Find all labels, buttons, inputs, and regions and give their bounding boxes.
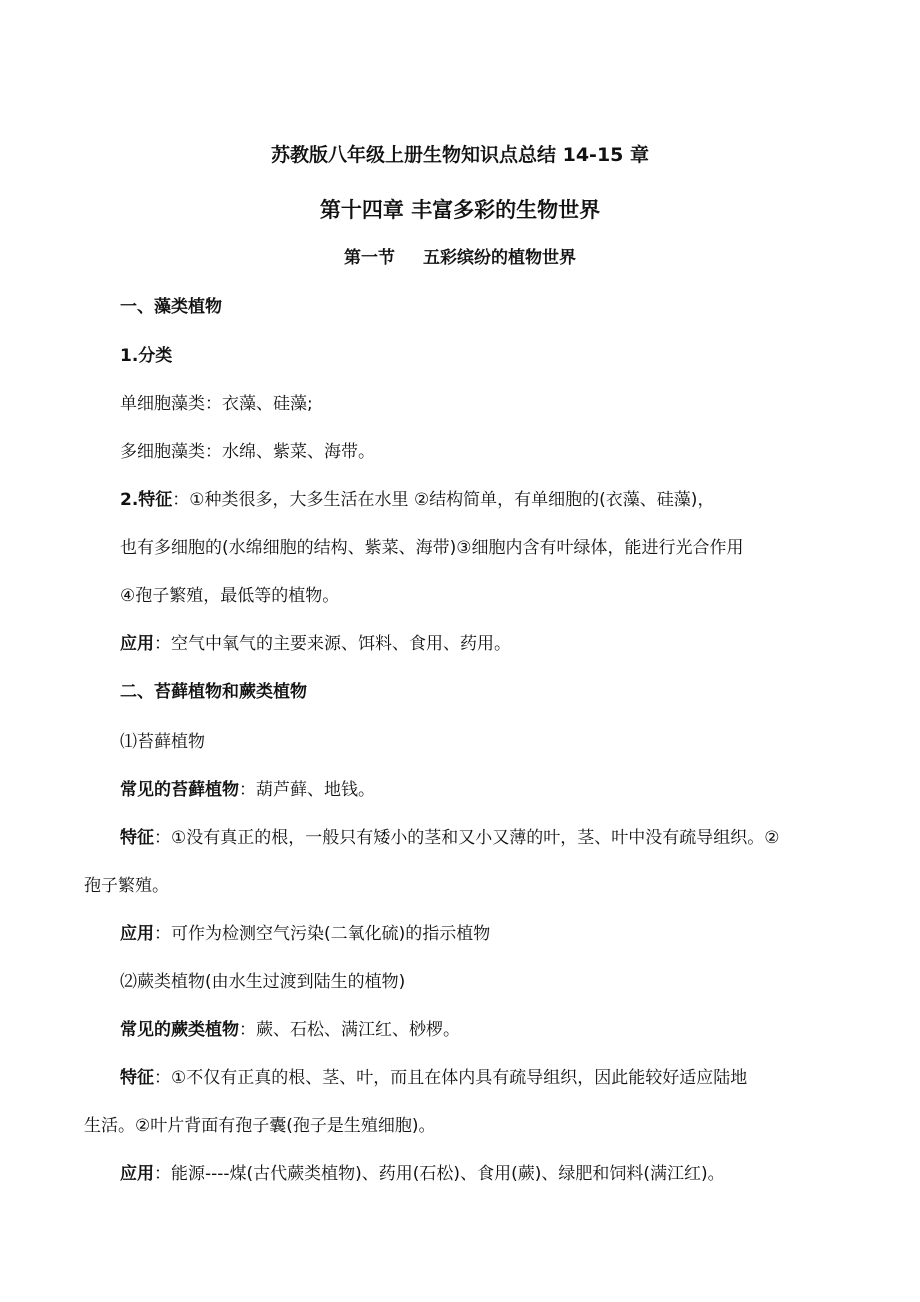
algae-use-label: 应用 <box>120 634 154 654</box>
fern-features-text-1: ：①不仅有正真的根、茎、叶，而且在体内具有疏导组织，因此能较好适应陆地 <box>154 1068 748 1088</box>
moss-features-text-1: ：①没有真正的根，一般只有矮小的茎和又小又薄的叶，茎、叶中没有疏导组织。② <box>154 828 780 848</box>
fern-subheading: ⑵蕨类植物(由水生过渡到陆生的植物) <box>120 972 406 992</box>
multicellular-algae-line: 多细胞藻类：水绵、紫菜、海带。 <box>120 442 375 462</box>
fern-features-line-1 <box>120 1067 747 1089</box>
moss-common-line <box>120 779 375 801</box>
section-label: 第一节 <box>344 248 395 268</box>
chapter-title: 第十四章 丰富多彩的生物世界 <box>319 198 601 222</box>
fern-use-label: 应用 <box>120 1164 154 1184</box>
moss-features-line-2: 孢子繁殖。 <box>84 876 169 896</box>
algae-features-label: 2.特征 <box>120 490 173 510</box>
algae-features-line-2: 也有多细胞的(水绵细胞的结构、紫菜、海带)③细胞内含有叶绿体，能进行光合作用 <box>120 538 744 558</box>
moss-common-label: 常见的苔藓植物 <box>120 780 239 800</box>
moss-features-line-1 <box>120 827 779 849</box>
document-title: 苏教版八年级上册生物知识点总结 14-15 章 <box>271 144 649 166</box>
moss-use-line <box>120 923 490 945</box>
section-title <box>0 247 920 269</box>
moss-common-text: ：葫芦藓、地钱。 <box>239 780 375 800</box>
moss-fern-heading: 二、苔藓植物和蕨类植物 <box>120 682 307 702</box>
algae-features-line-3: ④孢子繁殖，最低等的植物。 <box>120 586 340 606</box>
algae-heading: 一、藻类植物 <box>120 297 222 317</box>
fern-common-line <box>120 1019 460 1041</box>
moss-use-label: 应用 <box>120 924 154 944</box>
fern-use-text: ：能源----煤(古代蕨类植物)、药用(石松)、食用(蕨)、绿肥和饲料(满江红)。 <box>154 1164 725 1184</box>
fern-features-label: 特征 <box>120 1068 154 1088</box>
section-name: 五彩缤纷的植物世界 <box>423 248 576 268</box>
moss-subheading: ⑴苔藓植物 <box>120 732 205 752</box>
unicellular-algae-line: 单细胞藻类：衣藻、硅藻; <box>120 394 313 414</box>
classification-heading: 1.分类 <box>120 346 173 366</box>
fern-features-line-2: 生活。②叶片背面有孢子囊(孢子是生殖细胞)。 <box>84 1116 436 1136</box>
algae-features-text-1: ：①种类很多，大多生活在水里 ②结构简单，有单细胞的(衣藻、硅藻)， <box>172 490 715 510</box>
algae-use-text: ：空气中氧气的主要来源、饵料、食用、药用。 <box>154 634 511 654</box>
algae-use-line <box>120 633 511 655</box>
algae-features-line-1 <box>120 489 714 511</box>
fern-common-text: ：蕨、石松、满江红、桫椤。 <box>239 1020 460 1040</box>
fern-common-label: 常见的蕨类植物 <box>120 1020 239 1040</box>
moss-use-text: ：可作为检测空气污染(二氧化硫)的指示植物 <box>154 924 491 944</box>
moss-features-label: 特征 <box>120 828 154 848</box>
fern-use-line <box>120 1163 725 1185</box>
